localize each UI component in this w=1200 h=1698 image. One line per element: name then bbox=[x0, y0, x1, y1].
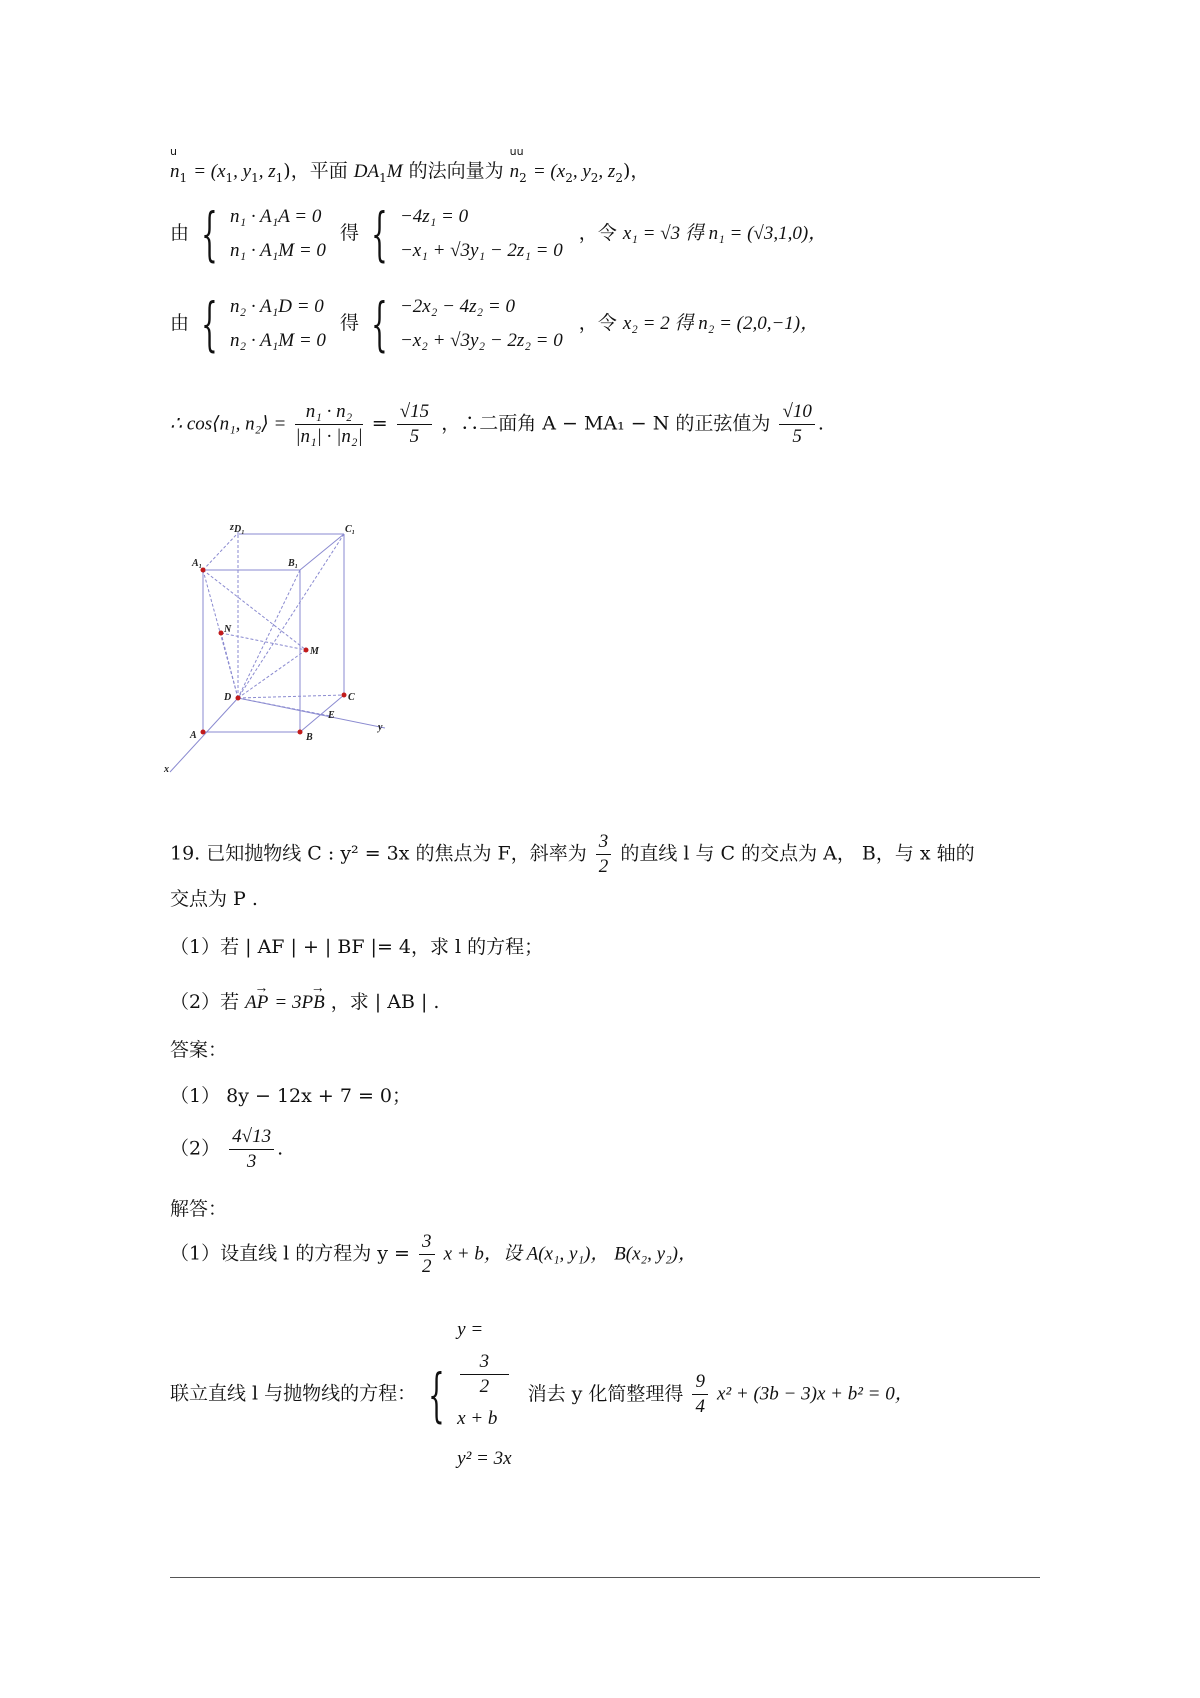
figure-label-2: C₁ bbox=[345, 524, 356, 535]
figure-label-6: M bbox=[310, 646, 319, 657]
q19-part1: （1）若 | AF | + | BF |= 4，求 l 的方程； bbox=[170, 936, 544, 958]
answer-1: （1） 8y − 12x + 7 = 0； bbox=[170, 1085, 412, 1107]
q19-stem-2: 交点为 P . bbox=[170, 888, 258, 910]
solution-1: （1）设直线 l 的方程为 y = $\frac{3}{2}$ x + b，设 A(x₁, y₁)， B(x₂, y₂)， bbox=[170, 1231, 698, 1277]
label-z: z bbox=[230, 522, 234, 533]
figure-label-4: B₁ bbox=[288, 558, 299, 569]
figure-label-8: C bbox=[348, 692, 355, 703]
figure-label-10: y bbox=[378, 722, 383, 733]
figure-label-13: x bbox=[164, 764, 169, 775]
q19-stem: 19. 已知抛物线 C : y² = 3x 的焦点为 F，斜率为 $\frac{3}{2}$ 的直线 l 与 C 的交点为 A， B，与 x 轴的 bbox=[170, 831, 975, 877]
cosine-line: ∴ cos⟨n₁, n₂⟩ = $\frac{\text{n₁ · n₂}}{\text{|n₁| · |n₂|}}$ = $\frac{√15}{5}$ ，∴二面角 A − MA₁ − N 的正弦值为 $\frac{√10}{5}$ . bbox=[170, 401, 824, 447]
solution-label: 解答： bbox=[170, 1198, 228, 1220]
figure-label-5: N bbox=[224, 624, 232, 635]
figure-label-11: A bbox=[190, 730, 197, 741]
figure-label-3: A₁ bbox=[192, 558, 203, 569]
figure-label-7: D bbox=[224, 692, 232, 703]
footer-rule bbox=[170, 1577, 1040, 1578]
system-1: 由 { n₁ · A₁A = 0 n₁ · A₁M = 0 得 { −4z₁ = 0 −x₁ + √3y₁ − 2z₁ = 0 ，令 x₁ = √3 得 n₁ = (√3,1,0)， bbox=[170, 200, 828, 268]
answer-2: （2） $\frac{4√13}{3}$ . bbox=[170, 1126, 284, 1172]
system-2: 由 { n₂ · A₁D = 0 n₂ · A₁M = 0 得 { −2x₂ − 4z₂ = 0 −x₂ + √3y₂ − 2z₂ = 0 ，令 x₂ = 2 得 n₂ = (2,0,−1)， bbox=[170, 290, 820, 358]
figure-label-9: E bbox=[328, 710, 335, 721]
q19-part2: （2）若 → AP = 3→ PB ，求 | AB | . bbox=[170, 988, 439, 1017]
solution-2: 联立直线 l 与抛物线的方程： { y = 3 2 x + b y² = 3x 消去 y 化简整理得 $\frac{9}{4}$ x² + (3b − 3)x + b² = 0， bbox=[170, 1319, 914, 1469]
answer-label: 答案： bbox=[170, 1039, 228, 1061]
figure-label-1: D₁ bbox=[234, 524, 245, 535]
figure-label-12: B bbox=[306, 732, 313, 743]
normal-vector-line: u $n_1 = (x_1$, $y_1$, $z_1$)，平面 $DA_1M$ 的法向量为 uu $n_2 = (x_2$, $y_2$, $z_2$)， bbox=[170, 145, 650, 185]
prism-figure bbox=[160, 520, 420, 850]
